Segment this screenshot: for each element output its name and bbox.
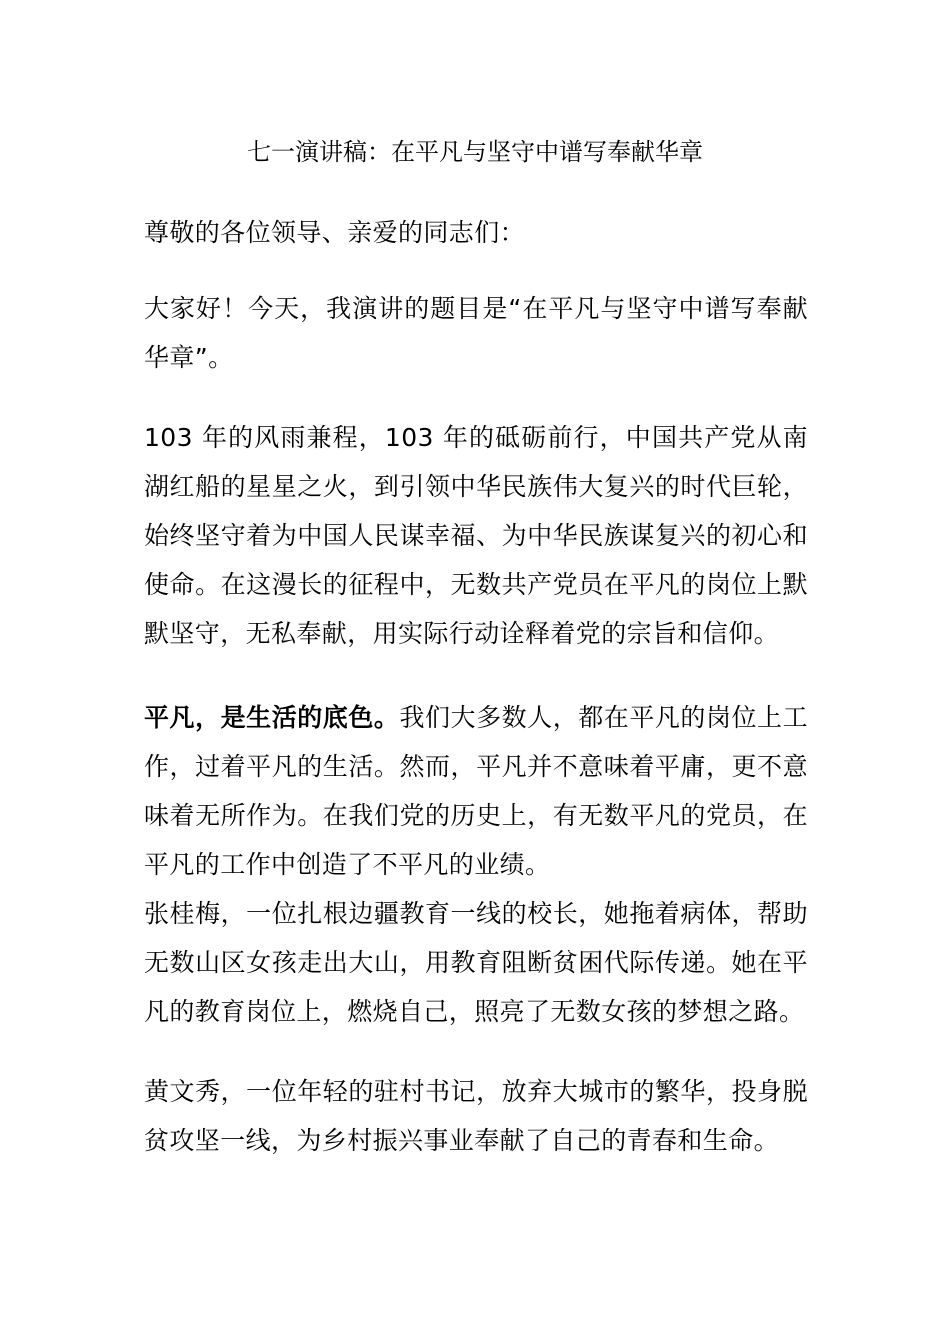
ordinary-lead-sentence: 平凡，是生活的底色。 bbox=[144, 703, 400, 732]
ordinary-paragraph bbox=[144, 693, 808, 889]
intro-paragraph: 大家好！今天，我演讲的题目是“在平凡与坚守中谱写奉献华章”。 bbox=[144, 294, 808, 372]
document-title: 七一演讲稿：在平凡与坚守中谱写奉献华章 bbox=[247, 138, 703, 166]
history-paragraph: 103 年的风雨兼程，103 年的砥砺前行，中国共产党从南湖红船的星星之火，到引领中华民族伟大复兴的时代巨轮，始终坚守着为中国人民谋幸福、为中华民族谋复兴的初心和使命。在这漫长的征程中，无数共产党员在平凡的岗位上默默坚守，无私奉献，用实际行动诠释着党的宗旨和信仰。 bbox=[144, 423, 808, 648]
zhang-paragraph: 张桂梅，一位扎根边疆教育一线的校长，她拖着病体，帮助无数山区女孩走出大山，用教育阻断贫困代际传递。她在平凡的教育岗位上，燃烧自己，照亮了无数女孩的梦想之路。 bbox=[144, 899, 808, 1026]
greeting-paragraph: 尊敬的各位领导、亲爱的同志们： bbox=[144, 218, 526, 247]
ordinary-body-text: 我们大多数人，都在平凡的岗位上工作，过着平凡的生活。然而，平凡并不意味着平庸，更不意味着无所作为。在我们党的历史上，有无数平凡的党员，在平凡的工作中创造了不平凡的业绩。 bbox=[144, 703, 808, 879]
huang-paragraph: 黄文秀，一位年轻的驻村书记，放弃大城市的繁华，投身脱贫攻坚一线，为乡村振兴事业奉献了自己的青春和生命。 bbox=[144, 1077, 808, 1155]
